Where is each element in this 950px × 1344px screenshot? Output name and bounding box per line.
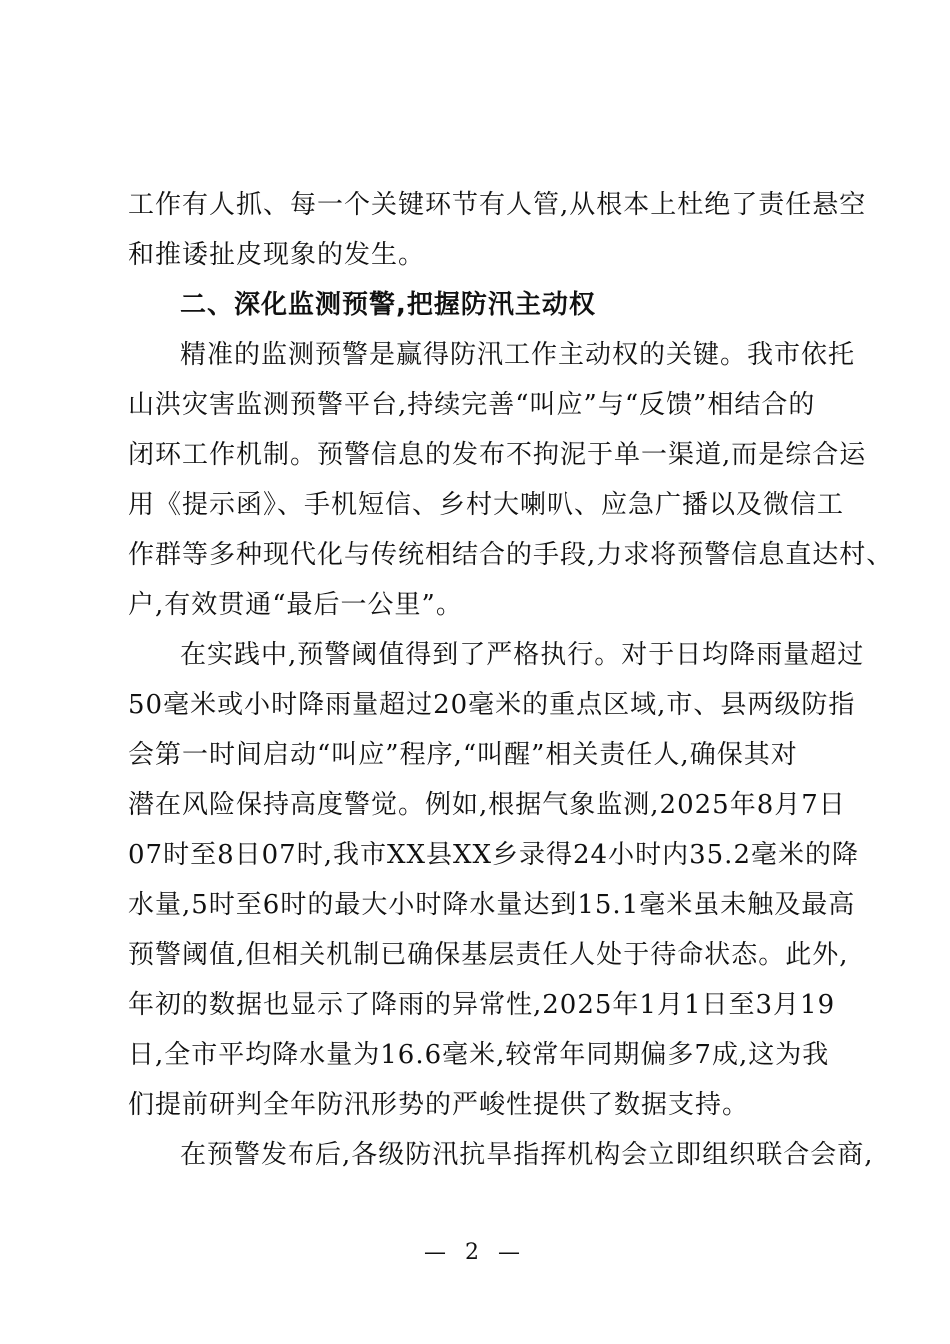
body-text-line: 山洪灾害监测预警平台,持续完善“叫应”与“反馈”相结合的: [128, 390, 816, 420]
body-text-line: 作群等多种现代化与传统相结合的手段,力求将预警信息直达村、: [128, 540, 894, 570]
body-text-line: 水量,5时至6时的最大小时降水量达到15.1毫米虽未触及最高: [128, 890, 856, 920]
paragraph-first-line: 在预警发布后,各级防汛抗旱指挥机构会立即组织联合会商,: [180, 1140, 874, 1170]
body-text-line: 工作有人抓、每一个关键环节有人管,从根本上杜绝了责任悬空: [128, 190, 867, 220]
body-text-line: 们提前研判全年防汛形势的严峻性提供了数据支持。: [128, 1090, 750, 1120]
body-text-line: 年初的数据也显示了降雨的异常性,2025年1月1日至3月19: [128, 990, 836, 1020]
body-text-line: 预警阈值,但相关机制已确保基层责任人处于待命状态。此外,: [128, 940, 849, 970]
body-text-line: 潜在风险保持高度警觉。例如,根据气象监测,2025年8月7日: [128, 790, 846, 820]
paragraph-first-line: 精准的监测预警是赢得防汛工作主动权的关键。我市依托: [180, 340, 856, 370]
body-text-line: 和推诿扯皮现象的发生。: [128, 240, 426, 270]
body-text-line: 用《提示函》、手机短信、乡村大喇叭、应急广播以及微信工: [128, 490, 845, 520]
body-text-line: 会第一时间启动“叫应”程序,“叫醒”相关责任人,确保其对: [128, 740, 798, 770]
paragraph-first-line: 在实践中,预警阈值得到了严格执行。对于日均降雨量超过: [180, 640, 865, 670]
body-text-line: 07时至8日07时,我市XX县XX乡录得24小时内35.2毫米的降: [128, 840, 859, 870]
body-text-line: 日,全市平均降水量为16.6毫米,较常年同期偏多7成,这为我: [128, 1040, 830, 1070]
page-number: — 2 —: [424, 1240, 526, 1265]
body-text-line: 闭环工作机制。预警信息的发布不拘泥于单一渠道,而是综合运: [128, 440, 867, 470]
body-text-line: 50毫米或小时降雨量超过20毫米的重点区域,市、县两级防指: [128, 690, 856, 720]
body-text-line: 户,有效贯通“最后一公里”。: [128, 590, 463, 620]
section-heading: 二、深化监测预警,把握防汛主动权: [180, 290, 596, 320]
